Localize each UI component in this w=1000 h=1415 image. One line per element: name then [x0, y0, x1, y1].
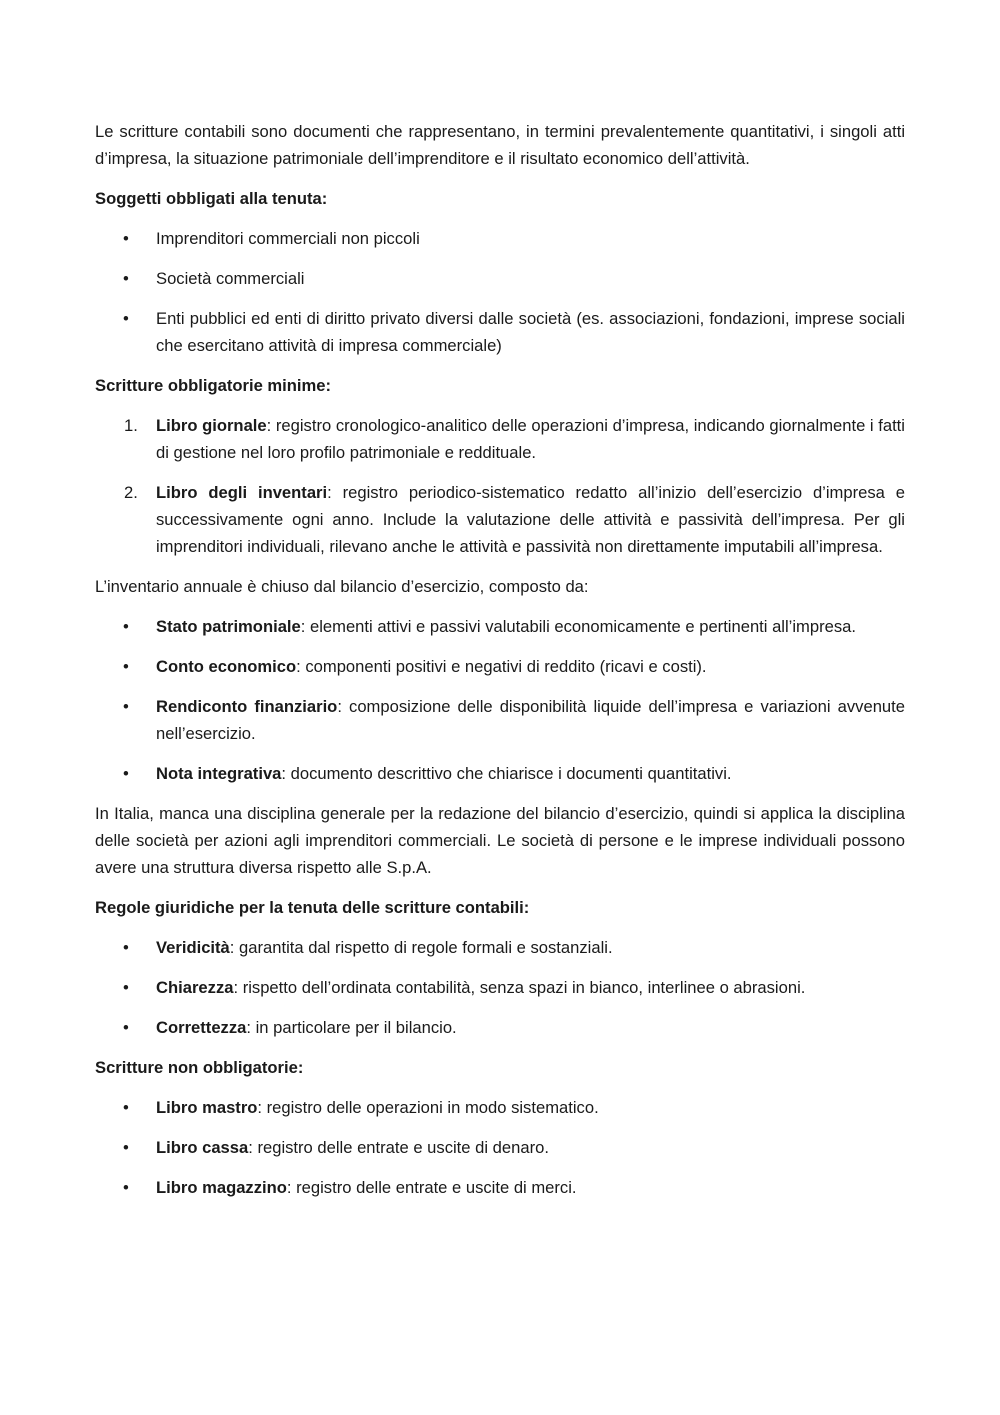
item-term: Correttezza — [156, 1018, 247, 1037]
list-item — [95, 1014, 905, 1041]
intro-paragraph: Le scritture contabili sono documenti che rappresentano, in termini prevalentemente quantitativi, i singoli atti d’impresa, la situazione patrimoniale dell’imprenditore e il risultato economico dell’attività. — [95, 122, 905, 168]
item-term: Libro mastro — [156, 1098, 258, 1117]
list-scritture-non-obbligatorie — [95, 1094, 905, 1201]
list-soggetti-obbligati — [95, 225, 905, 359]
item-text: : composizione delle disponibilità liquide dell’impresa e variazioni avvenute nell’esercizio. — [156, 697, 905, 743]
bullet-marker: • — [123, 978, 129, 997]
heading-scritture-non-obbligatorie: Scritture non obbligatorie: — [95, 1058, 304, 1077]
list-item — [95, 1174, 905, 1201]
heading-scritture-obbligatorie: Scritture obbligatorie minime: — [95, 376, 332, 395]
italy-paragraph: In Italia, manca una disciplina generale per la redazione del bilancio d’esercizio, quindi si applica la disciplina delle società per azioni agli imprenditori commerciali. Le società di persone e le imprese individuali possono avere una struttura diversa rispetto alle S.p.A. — [95, 804, 905, 877]
heading-regole-giuridiche: Regole giuridiche per la tenuta delle scritture contabili: — [95, 898, 530, 917]
item-term: Libro degli inventari — [156, 483, 328, 502]
list-item — [95, 479, 905, 560]
document-page — [95, 118, 905, 1214]
item-number: 2. — [124, 483, 138, 502]
item-text: : elementi attivi e passivi valutabili economicamente e pertinenti all’impresa. — [300, 617, 856, 636]
item-term: Libro magazzino — [156, 1178, 287, 1197]
item-text: : garantita dal rispetto di regole formali e sostanziali. — [229, 938, 613, 957]
item-text: : registro delle entrate e uscite di merci. — [286, 1178, 577, 1197]
bullet-marker: • — [123, 1018, 129, 1037]
bullet-marker: • — [123, 657, 129, 676]
list-item — [95, 1094, 905, 1121]
item-text: : registro periodico-sistematico redatto all’inizio dell’esercizio d’impresa e successivamente ogni anno. Include la valutazione delle attività e passività dell’impresa. Per gli imprenditori individuali, rilevano anche le attività e passività non direttamente imputabili all’impresa. — [156, 483, 905, 556]
list-item — [95, 934, 905, 961]
item-text: : componenti positivi e negativi di reddito (ricavi e costi). — [296, 657, 707, 676]
bullet-marker: • — [123, 1178, 129, 1197]
bullet-marker: • — [123, 229, 129, 248]
list-item — [95, 693, 905, 747]
bullet-marker: • — [123, 1098, 129, 1117]
item-term: Rendiconto finanziario — [156, 697, 338, 716]
list-regole-giuridiche — [95, 934, 905, 1041]
bullet-marker: • — [123, 617, 129, 636]
list-item — [95, 974, 905, 1001]
item-text: : registro delle entrate e uscite di denaro. — [248, 1138, 549, 1157]
list-scritture-obbligatorie — [95, 412, 905, 560]
list-item — [95, 412, 905, 466]
item-term: Libro giornale — [156, 416, 267, 435]
item-text: : registro cronologico-analitico delle operazioni d’impresa, indicando giornalmente i fatti di gestione nel loro profilo patrimoniale e reddituale. — [156, 416, 905, 462]
bullet-marker: • — [123, 764, 129, 783]
item-text: : rispetto dell’ordinata contabilità, senza spazi in bianco, interlinee o abrasioni. — [233, 978, 806, 997]
item-term: Chiarezza — [156, 978, 234, 997]
item-term: Conto economico — [156, 657, 297, 676]
list-item — [95, 1134, 905, 1161]
item-term: Libro cassa — [156, 1138, 249, 1157]
heading-soggetti-obbligati: Soggetti obbligati alla tenuta: — [95, 189, 328, 208]
bullet-marker: • — [123, 269, 129, 288]
list-bilancio-components — [95, 613, 905, 787]
item-term: Stato patrimoniale — [156, 617, 301, 636]
item-term: Veridicità — [156, 938, 230, 957]
list-item: • Imprenditori commerciali non piccoli — [95, 225, 905, 252]
list-item: • Società commerciali — [95, 265, 905, 292]
list-item — [95, 760, 905, 787]
bullet-marker: • — [123, 1138, 129, 1157]
item-text: : registro delle operazioni in modo sistematico. — [257, 1098, 599, 1117]
list-item: • Enti pubblici ed enti di diritto privato diversi dalle società (es. associazioni, fondazioni, imprese sociali che esercitano attività di impresa commerciale) — [95, 305, 905, 359]
item-term: Nota integrativa — [156, 764, 282, 783]
item-number: 1. — [124, 416, 138, 435]
list-item — [95, 613, 905, 640]
bullet-marker: • — [123, 697, 129, 716]
bullet-marker: • — [123, 938, 129, 957]
list-item — [95, 653, 905, 680]
bullet-marker: • — [123, 309, 129, 328]
item-text: : documento descrittivo che chiarisce i documenti quantitativi. — [281, 764, 732, 783]
item-text: : in particolare per il bilancio. — [246, 1018, 457, 1037]
inventory-paragraph: L’inventario annuale è chiuso dal bilancio d’esercizio, composto da: — [95, 577, 589, 596]
